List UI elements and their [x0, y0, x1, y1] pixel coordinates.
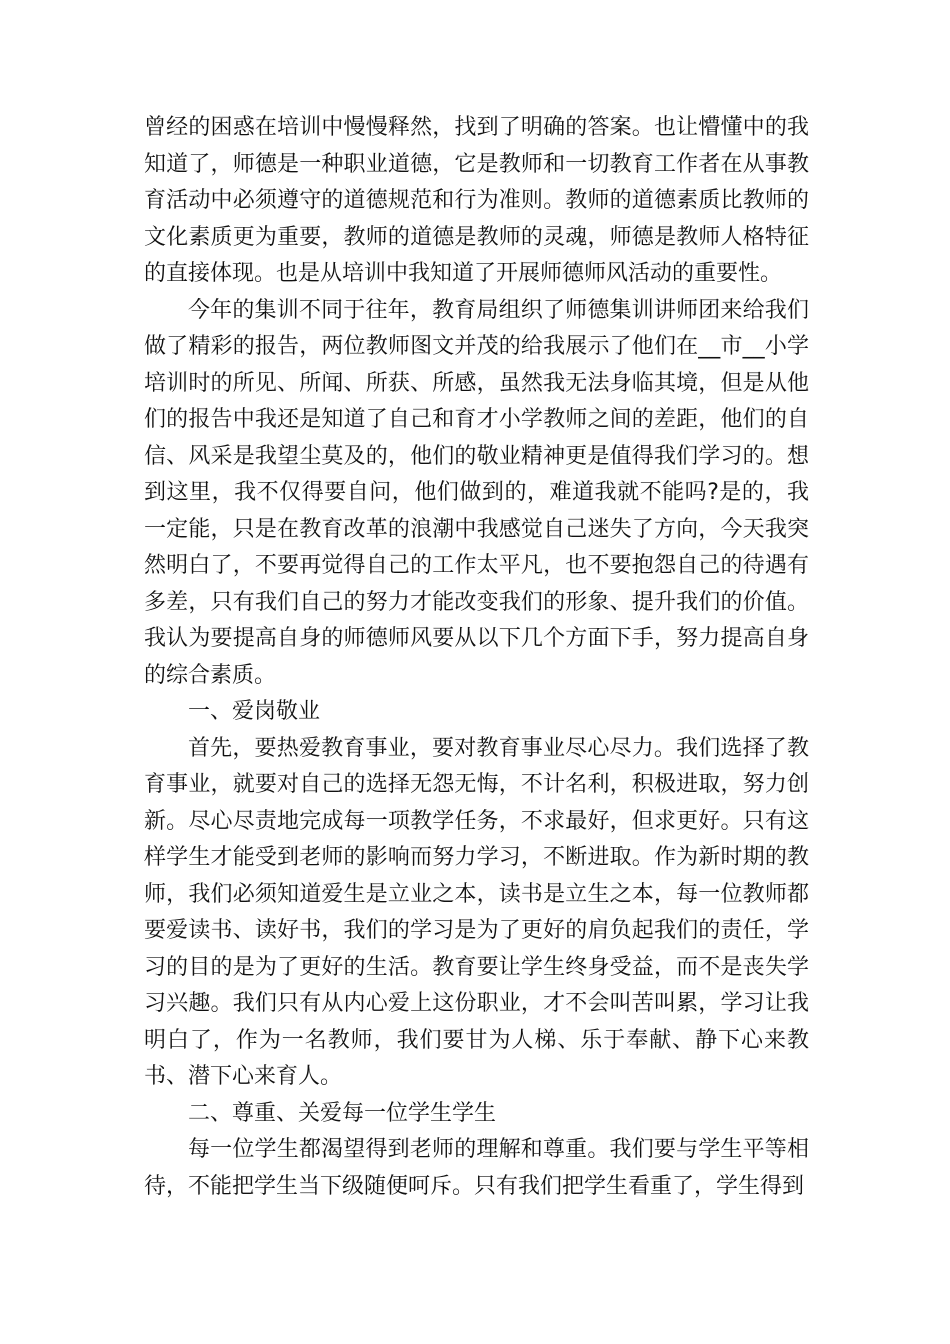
document-page — [144, 110, 809, 1205]
paragraph-3: 首先，要热爱教育事业，要对教育事业尽心尽力。我们选择了教育事业，就要对自己的选择无怨无悔，不计名利，积极进取，努力创新。尽心尽责地完成每一项教学任务，不求最好，但求更好。只有这样学生才能受到老师的影响而努力学习，不断进取。作为新时期的教师，我们必须知道爱生是立业之本，读书是立生之本，每一位教师都要爱读书、读好书，我们的学习是为了更好的肩负起我们的责任，学习的目的是为了更好的生活。教育要让学生终身受益，而不是丧失学习兴趣。我们只有从内心爱上这份职业，才不会叫苦叫累，学习让我明白了，作为一名教师，我们要甘为人梯、乐于奉献、静下心来教书、潜下心来育人。 — [144, 735, 809, 1089]
section-heading-2: 二、尊重、关爱每一位学生学生 — [188, 1100, 497, 1126]
paragraph-1: 曾经的困惑在培训中慢慢释然，找到了明确的答案。也让懵懂中的我知道了，师德是一种职业道德，它是教师和一切教育工作者在从事教育活动中必须遵守的道德规范和行为准则。教师的道德素质比教师的文化素质更为重要，教师的道德是教师的灵魂，师德是教师人格特征的直接体现。也是从培训中我知道了开展师德师风活动的重要性。 — [144, 115, 809, 286]
paragraph-2: 今年的集训不同于往年，教育局组织了师德集训讲师团来给我们做了精彩的报告，两位教师图文并茂的给我展示了他们在__市__小学培训时的所见、所闻、所获、所感，虽然我无法身临其境，但是从他们的报告中我还是知道了自己和育才小学教师之间的差距，他们的自信、风采是我望尘莫及的，他们的敬业精神更是值得我们学习的。想到这里，我不仅得要自问，他们做到的，难道我就不能吗?是的，我一定能，只是在教育改革的浪潮中我感觉自己迷失了方向，今天我突然明白了，不要再觉得自己的工作太平凡，也不要抱怨自己的待遇有多差，只有我们自己的努力才能改变我们的形象、提升我们的价值。我认为要提高自身的师德师风要从以下几个方面下手，努力提高自身的综合素质。 — [144, 297, 809, 688]
section-heading-1: 一、爱岗敬业 — [188, 699, 321, 724]
paragraph-4: 每一位学生都渴望得到老师的理解和尊重。我们要与学生平等相待，不能把学生当下级随便呵斥。只有我们把学生看重了，学生得到 — [144, 1137, 809, 1199]
